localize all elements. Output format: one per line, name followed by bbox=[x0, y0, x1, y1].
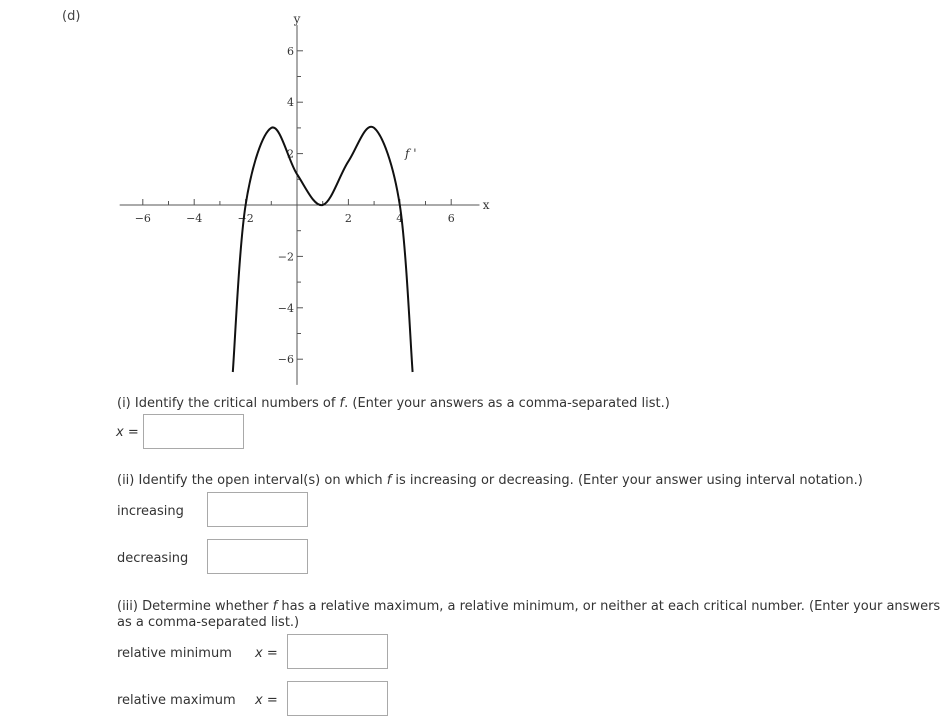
x-tick-label: 6 bbox=[447, 212, 455, 225]
increasing-input[interactable] bbox=[207, 492, 308, 527]
question-ii-prefix: (ii) Identify the open interval(s) on which bbox=[117, 473, 387, 488]
equals: = bbox=[262, 646, 278, 661]
y-axis-label: y bbox=[293, 12, 301, 26]
equals: = bbox=[262, 693, 278, 708]
question-ii-f: f bbox=[386, 473, 392, 488]
relative-maximum-x-label bbox=[255, 693, 278, 708]
y-tick-label: 4 bbox=[287, 96, 294, 110]
question-i-text bbox=[117, 396, 670, 411]
fprime-curve bbox=[233, 127, 413, 372]
y-tick-label: −4 bbox=[277, 301, 294, 315]
x-tick-label: −6 bbox=[134, 212, 151, 225]
question-i-prefix: (i) Identify the critical numbers of bbox=[117, 396, 340, 411]
question-i-suffix: . (Enter your answers as a comma-separated list.) bbox=[344, 396, 670, 411]
question-iii-f: f bbox=[272, 599, 278, 614]
x-tick-label: −4 bbox=[186, 212, 203, 225]
x-tick-label: 4 bbox=[396, 212, 404, 225]
question-iii-prefix: (iii) Determine whether bbox=[117, 599, 273, 614]
question-i-f: f bbox=[339, 396, 345, 411]
decreasing-input[interactable] bbox=[207, 539, 308, 574]
y-tick-label: 2 bbox=[287, 147, 294, 161]
x-var: x bbox=[116, 425, 124, 440]
decreasing-label: decreasing bbox=[117, 551, 189, 566]
question-ii-suffix: is increasing or decreasing. (Enter your answer using interval notation.) bbox=[391, 473, 863, 488]
relative-minimum-input[interactable] bbox=[287, 634, 388, 669]
critical-numbers-input[interactable] bbox=[143, 414, 244, 449]
relative-maximum-label: relative maximum bbox=[117, 693, 236, 708]
critical-numbers-label bbox=[116, 425, 139, 440]
question-iii-text bbox=[117, 599, 940, 614]
question-ii-text bbox=[117, 473, 863, 488]
y-tick-label: 6 bbox=[287, 44, 294, 58]
relative-maximum-input[interactable] bbox=[287, 681, 388, 716]
x-axis-label: x bbox=[482, 198, 490, 212]
x-var: x bbox=[255, 693, 263, 708]
relative-minimum-x-label bbox=[255, 646, 278, 661]
relative-minimum-label: relative minimum bbox=[117, 646, 232, 661]
question-iii-suffix: has a relative maximum, a relative minimum, or neither at each critical number. (Enter your answers bbox=[277, 599, 941, 614]
x-var: x bbox=[255, 646, 263, 661]
equals: = bbox=[123, 425, 139, 440]
question-iii-line2: as a comma-separated list.) bbox=[117, 615, 300, 630]
part-label: (d) bbox=[62, 9, 81, 24]
curve-label: f ' bbox=[404, 146, 417, 161]
x-tick-label: 2 bbox=[344, 212, 352, 225]
y-tick-label: −6 bbox=[277, 353, 294, 367]
x-tick-label: −2 bbox=[237, 212, 254, 225]
increasing-label: increasing bbox=[117, 504, 184, 519]
y-tick-label: −2 bbox=[277, 250, 294, 264]
